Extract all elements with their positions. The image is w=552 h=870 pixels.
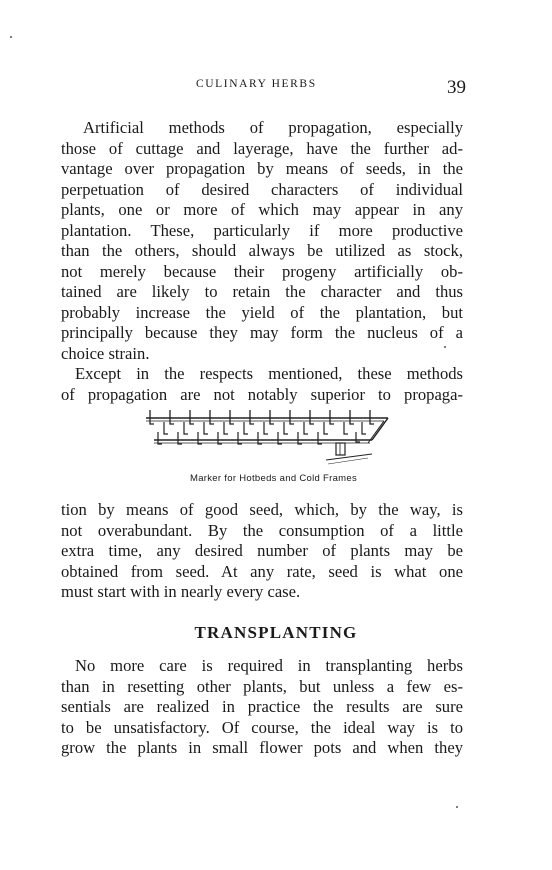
paragraph-seed (61, 500, 463, 603)
text-line: plants, one or more of which may appear in any (61, 200, 463, 219)
text-line: not overabundant. By the consumption of a little (61, 520, 463, 540)
paragraph-propagation (61, 118, 463, 405)
text-line: obtained from seed. At any rate, seed is what one (61, 561, 463, 581)
text-line: perpetuation of desired characters of individual (61, 179, 463, 199)
text-line: extra time, any desired number of plants may be (61, 541, 463, 560)
text-line: to be unsatisfactory. Of course, the ideal way is to (61, 717, 463, 737)
text-line: principally because they may form the nucleus of a (61, 323, 463, 342)
text-line: of propagation are not notably superior to propaga- (61, 384, 463, 404)
text-line: not merely because their progeny artificially ob- (61, 261, 463, 281)
text-line: sentials are realized in practice the results are sure (61, 697, 463, 716)
print-speck (456, 806, 458, 808)
text-line: choice strain. (61, 343, 150, 363)
text-line: grow the plants in small flower pots and when they (61, 738, 463, 757)
print-speck (10, 36, 12, 38)
text-line: than the others, should always be utilized as stock, (61, 241, 463, 260)
text-line: Except in the respects mentioned, these methods (75, 364, 463, 383)
text-line: than in resetting other plants, but unless a few es- (61, 676, 463, 696)
page-number: 39 (447, 77, 466, 98)
text-line: tion by means of good seed, which, by the way, is (61, 500, 463, 519)
text-line: tained are likely to retain the character and thus (61, 282, 463, 301)
running-head: CULINARY HERBS (196, 78, 317, 90)
text-line: probably increase the yield of the plantation, but (61, 302, 463, 322)
text-line: must start with in nearly every case. (61, 582, 301, 601)
text-line: those of cuttage and layerage, have the further ad- (61, 138, 463, 158)
text-line: Artificial methods of propagation, especially (83, 118, 463, 137)
text-line: plantation. These, particularly if more productive (61, 220, 463, 240)
text-line: vantage over propagation by means of seeds, in the (61, 159, 463, 178)
hotbed-marker-illustration (140, 402, 400, 472)
paragraph-transplanting (61, 656, 463, 759)
section-heading: TRANSPLANTING (194, 623, 358, 642)
figure-caption: Marker for Hotbeds and Cold Frames (190, 473, 358, 484)
text-line: No more care is required in transplanting herbs (75, 656, 463, 675)
